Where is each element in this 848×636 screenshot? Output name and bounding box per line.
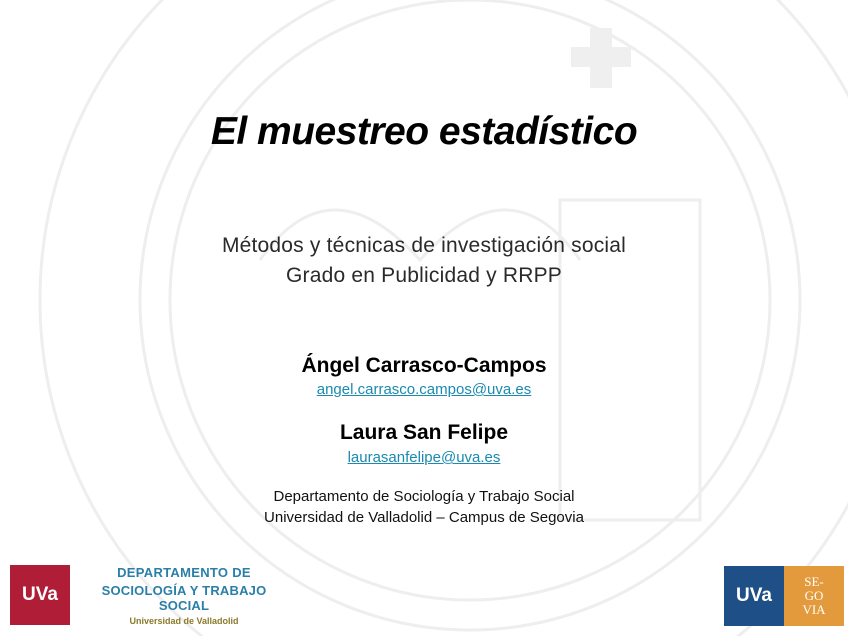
author-email-link-2[interactable]: laurasanfelipe@uva.es: [347, 449, 501, 466]
segovia-logo-line-3: VIA: [802, 602, 826, 617]
university-campus: Universidad de Valladolid – Campus de Segovia: [264, 509, 584, 526]
slide-title: El muestreo estadístico: [210, 110, 638, 153]
department-name: Departamento de Sociología y Trabajo Social: [273, 488, 575, 505]
author-name-1: Ángel Carrasco-Campos: [301, 354, 547, 377]
uva-logo-left: UVa: [10, 565, 70, 625]
department-logo: [76, 565, 292, 626]
slide-subtitle-course: Métodos y técnicas de investigación social: [221, 234, 627, 257]
dept-logo-line-1: DEPARTAMENTO DE: [117, 565, 251, 580]
author-email-link-1[interactable]: angel.carrasco.campos@uva.es: [316, 381, 532, 398]
segovia-logo-line-1: SE-: [804, 574, 824, 589]
segovia-campus-logo: [784, 566, 844, 626]
slide-subtitle-degree: Grado en Publicidad y RRPP: [285, 264, 562, 287]
dept-logo-line-2: SOCIOLOGÍA Y TRABAJO SOCIAL: [101, 583, 267, 613]
dept-logo-line-3: Universidad de Valladolid: [129, 616, 239, 626]
segovia-logo-line-2: GO: [804, 588, 824, 603]
uva-logo-right: UVa: [724, 566, 784, 626]
author-name-2: Laura San Felipe: [339, 421, 509, 444]
